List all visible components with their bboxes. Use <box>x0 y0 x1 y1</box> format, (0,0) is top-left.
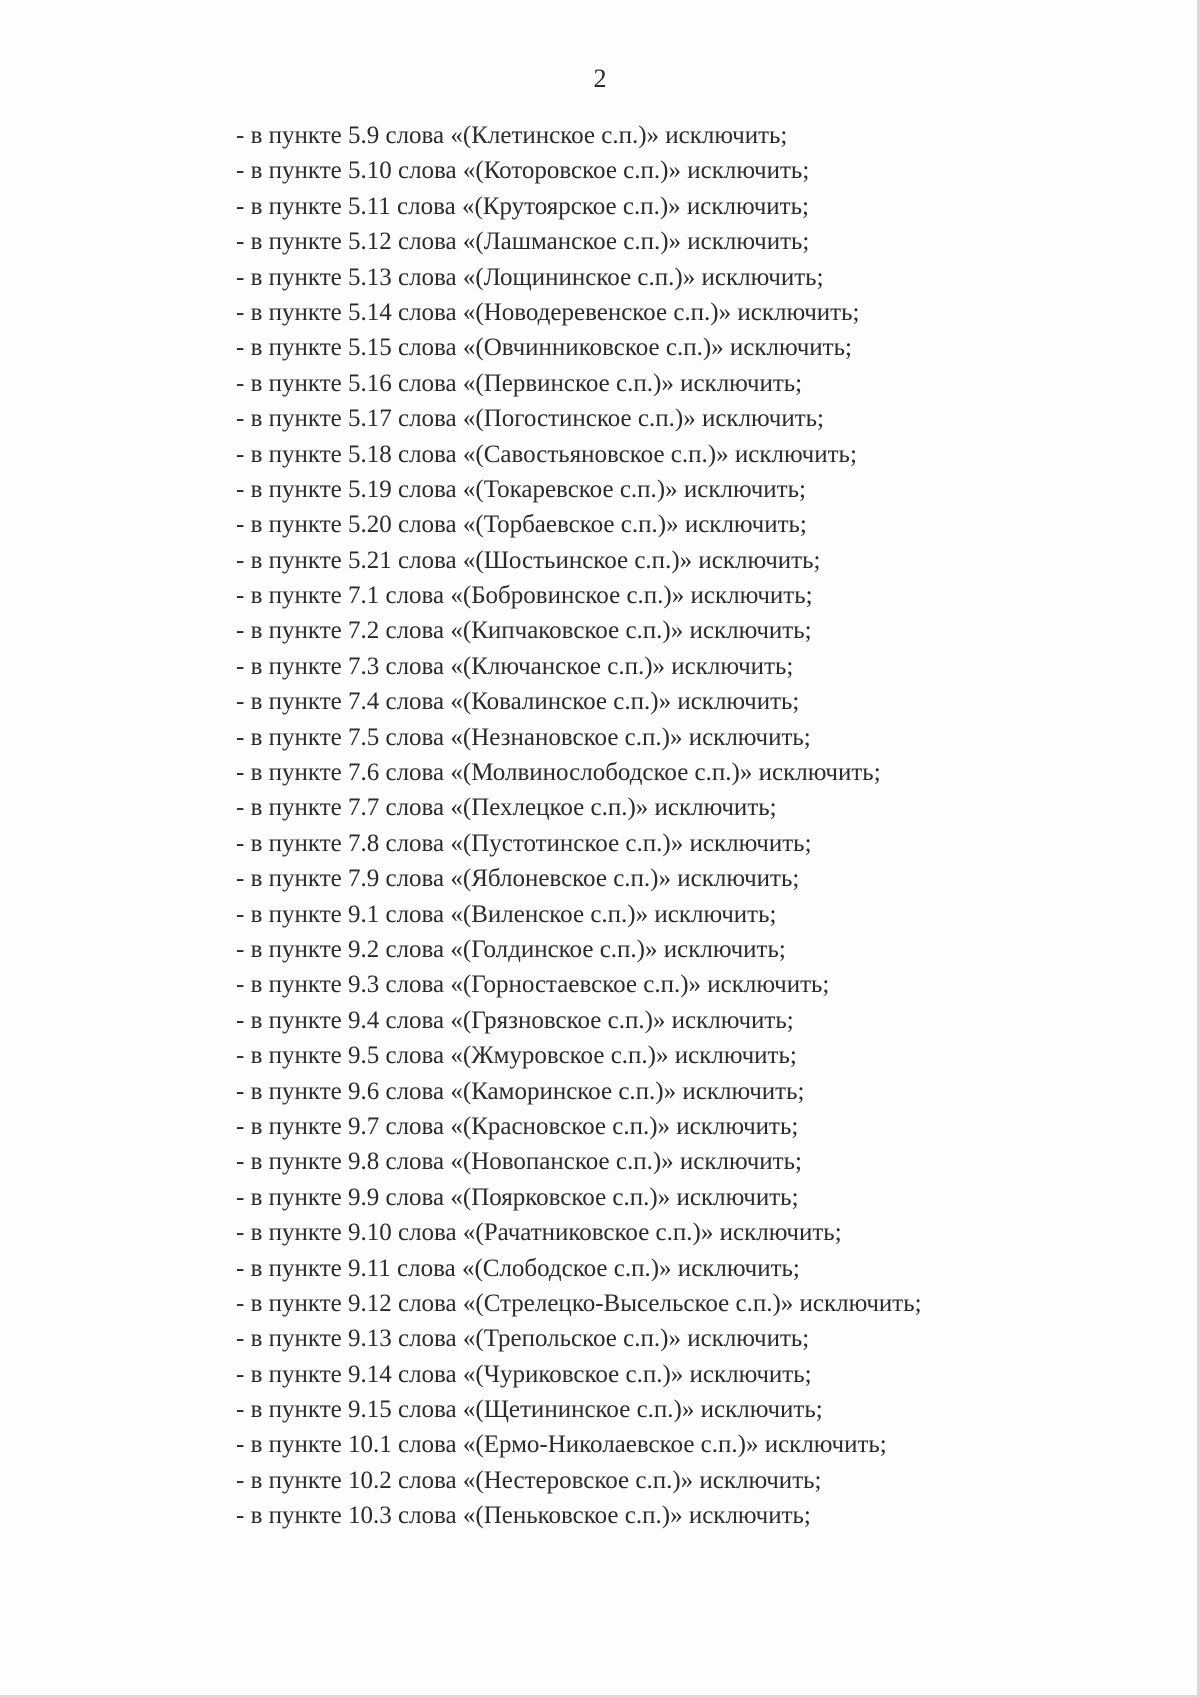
list-item: - в пункте 9.14 слова «(Чуриковское с.п.)» исключить; <box>236 1360 812 1388</box>
list-item: - в пункте 10.1 слова «(Ермо-Николаевское с.п.)» исключить; <box>236 1431 887 1459</box>
list-item: - в пункте 9.13 слова «(Трепольское с.п.)» исключить; <box>236 1325 810 1353</box>
list-item: - в пункте 7.1 слова «(Бобровинское с.п.)» исключить; <box>236 582 813 610</box>
list-item: - в пункте 9.2 слова «(Голдинское с.п.)» исключить; <box>236 935 786 963</box>
list-item: - в пункте 9.9 слова «(Поярковское с.п.)» исключить; <box>236 1183 799 1211</box>
list-item: - в пункте 5.15 слова «(Овчинниковское с.п.)» исключить; <box>236 334 852 362</box>
list-item: - в пункте 7.6 слова «(Молвинослободское с.п.)» исключить; <box>236 759 881 787</box>
list-item: - в пункте 5.21 слова «(Шостьинское с.п.)» исключить; <box>236 546 821 574</box>
list-item: - в пункте 7.4 слова «(Ковалинское с.п.)» исключить; <box>236 688 800 716</box>
list-item: - в пункте 7.3 слова «(Ключанское с.п.)» исключить; <box>236 652 794 680</box>
list-item: - в пункте 5.18 слова «(Савостьяновское с.п.)» исключить; <box>236 440 857 468</box>
list-item: - в пункте 5.14 слова «(Новодеревенское с.п.)» исключить; <box>236 298 860 326</box>
page-number: 2 <box>593 64 607 93</box>
list-item: - в пункте 5.10 слова «(Которовское с.п.)» исключить; <box>236 157 810 185</box>
list-item: - в пункте 7.7 слова «(Пехлецкое с.п.)» исключить; <box>236 794 777 822</box>
list-item: - в пункте 9.6 слова «(Каморинское с.п.)» исключить; <box>236 1077 805 1105</box>
list-item: - в пункте 9.3 слова «(Горностаевское с.п.)» исключить; <box>236 971 830 999</box>
list-item: - в пункте 5.11 слова «(Крутоярское с.п.)» исключить; <box>236 192 809 220</box>
list-item: - в пункте 9.4 слова «(Грязновское с.п.)» исключить; <box>236 1006 794 1034</box>
list-item: - в пункте 9.8 слова «(Новопанское с.п.)» исключить; <box>236 1148 802 1176</box>
list-item: - в пункте 7.8 слова «(Пустотинское с.п.)» исключить; <box>236 829 812 857</box>
list-item: - в пункте 9.11 слова «(Слободское с.п.)» исключить; <box>236 1254 800 1282</box>
list-item: - в пункте 9.15 слова «(Щетининское с.п.)» исключить; <box>236 1396 823 1424</box>
list-item: - в пункте 7.2 слова «(Кипчаковское с.п.)» исключить; <box>236 617 812 645</box>
list-item: - в пункте 10.3 слова «(Пеньковское с.п.)» исключить; <box>236 1502 811 1530</box>
list-item: - в пункте 7.9 слова «(Яблоневское с.п.)» исключить; <box>236 865 800 893</box>
list-item: - в пункте 9.10 слова «(Рачатниковское с.п.)» исключить; <box>236 1219 842 1247</box>
list-item: - в пункте 7.5 слова «(Незнановское с.п.)» исключить; <box>236 723 811 751</box>
list-item: - в пункте 9.12 слова «(Стрелецко-Высельское с.п.)» исключить; <box>236 1289 922 1317</box>
list-item: - в пункте 5.9 слова «(Клетинское с.п.)» исключить; <box>236 122 788 149</box>
list-item: - в пункте 5.13 слова «(Лощининское с.п.)» исключить; <box>236 263 824 291</box>
amendment-list <box>236 118 922 1534</box>
list-item: - в пункте 5.20 слова «(Торбаевское с.п.)» исключить; <box>236 511 807 539</box>
list-item: - в пункте 5.12 слова «(Лашманское с.п.)» исключить; <box>236 228 810 256</box>
list-item: - в пункте 10.2 слова «(Нестеровское с.п.)» исключить; <box>236 1466 822 1494</box>
list-item: - в пункте 5.19 слова «(Токаревское с.п.)» исключить; <box>236 475 806 503</box>
list-item: - в пункте 9.5 слова «(Жмуровское с.п.)» исключить; <box>236 1042 797 1070</box>
list-item: - в пункте 5.17 слова «(Погостинское с.п.)» исключить; <box>236 405 825 433</box>
list-item: - в пункте 9.7 слова «(Красновское с.п.)» исключить; <box>236 1112 799 1140</box>
list-item: - в пункте 9.1 слова «(Виленское с.п.)» исключить; <box>236 900 777 928</box>
list-item: - в пункте 5.16 слова «(Первинское с.п.)» исключить; <box>236 369 803 397</box>
